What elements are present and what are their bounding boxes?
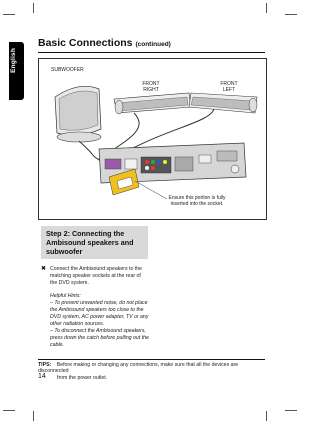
page-number: 14 [38,373,46,380]
connection-diagram [38,58,267,220]
crop-mark [3,410,15,411]
front-left-label [209,81,249,93]
bullet-icon: ✖ [41,266,47,272]
front-left-label-line2: LEFT [222,87,236,93]
tips-section [38,362,265,381]
tips-line1 [38,362,265,375]
front-right-label-line2: RIGHT [143,87,159,93]
language-label: English [10,48,17,73]
callout-line1: Ensure this portion is fully [168,195,226,201]
hint2-line2: press down the catch before pulling out the [50,335,149,341]
front-left-label-line1: FRONT [220,81,238,87]
instruction-line2: matching speaker sockets at the rear of [50,273,141,279]
crop-mark [285,410,297,411]
front-left-speaker-image [189,93,257,113]
crop-mark [266,3,267,13]
page-title [38,37,171,49]
hint1-line4: other radiation sources. [50,321,105,327]
subwoofer-image [55,86,101,142]
hint2-line3: cable. [50,342,64,348]
crop-mark [33,3,34,13]
tips-label: TIPS: [38,362,52,368]
crop-mark [33,411,34,421]
header-rule [38,52,265,53]
callout-line2: inserted into the socket. [170,201,224,207]
callout-text [157,195,237,207]
hints-heading: Helpful Hints: [50,293,81,299]
step-heading-line3: subwoofer [46,247,83,256]
tips-rule [38,359,265,360]
front-right-label [131,81,171,93]
instruction-line3: the DVD system. [50,280,89,286]
hint2-line1: – To disconnect the Ambisound speakers, [50,328,146,334]
instruction-line1: Connect the Ambisound speakers to the [50,266,142,272]
hint1-line3: DVD system, AC power adapter, TV or any [50,314,149,320]
tips-text2: from the power outlet. [57,374,108,381]
step-heading-line2: Ambisound speakers and [46,238,134,247]
step-heading [46,229,146,256]
hint1-line1: – To prevent unwanted noise, do not place [50,300,148,306]
front-right-speaker-image [114,93,191,114]
crop-mark [266,411,267,421]
hint1-line2: the Ambisound speakers too close to the [50,307,144,313]
crop-mark [285,14,297,15]
step-heading-line1: Step 2: Connecting the [46,229,125,238]
crop-mark [3,14,15,15]
page-title-text: Basic Connections [38,37,133,49]
subwoofer-label: SUBWOOFER [51,67,84,73]
step-instructions [42,266,150,349]
language-tab [9,42,24,100]
tips-text1: Before making or changing any connections, make sure that all the devices are disconnected [38,362,239,375]
page-subtitle: (continued) [135,41,171,48]
front-right-label-line1: FRONT [142,81,160,87]
